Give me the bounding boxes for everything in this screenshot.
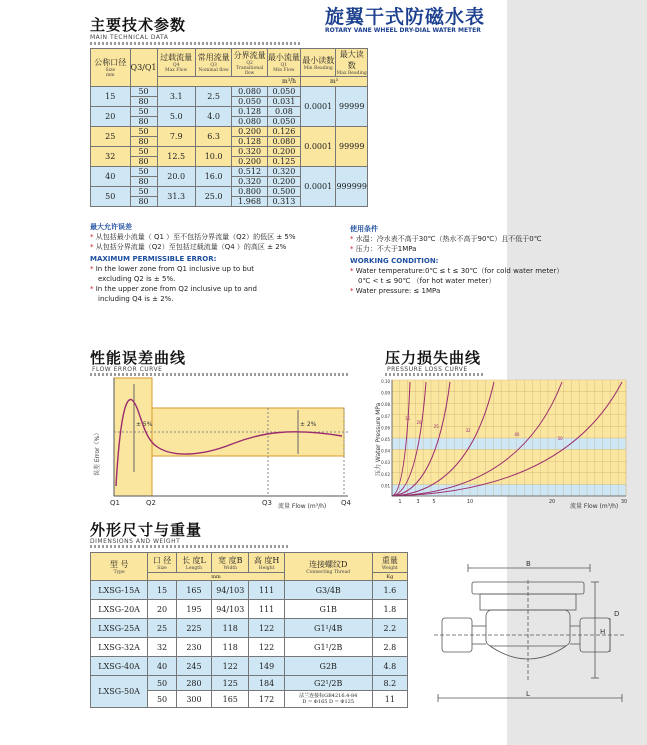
table-row bbox=[91, 127, 368, 137]
dim-type-cell: LXSG-32A bbox=[91, 638, 148, 657]
dims-table bbox=[90, 552, 408, 708]
pressure-xlabel: 流量 Flow (m³/h) bbox=[570, 503, 619, 510]
dim-b-cell: 118 bbox=[212, 638, 249, 657]
pressure-loss-chart bbox=[374, 376, 636, 512]
pressure-x-tick: 3 bbox=[416, 499, 420, 505]
ratio-cell: 80 bbox=[130, 117, 157, 127]
table-row bbox=[91, 581, 408, 600]
table-row bbox=[91, 167, 368, 177]
dim-h-label: H bbox=[600, 628, 606, 636]
h-q4: 过载流量 Q4 Max Flow bbox=[157, 49, 195, 77]
q4-cell: 31.3 bbox=[157, 187, 195, 207]
min-reading-cell: 0.0001 bbox=[300, 167, 335, 207]
cond-en-line2: Water pressure: ≤ 1MPa bbox=[355, 287, 441, 295]
dim-thr-cell: G3/4B bbox=[284, 581, 372, 600]
dim-l-cell: 165 bbox=[176, 581, 211, 600]
dh-size: 口 径 Size bbox=[148, 553, 177, 573]
tick-q1: Q1 bbox=[110, 499, 120, 507]
q2-cell: 0.200 bbox=[232, 127, 267, 137]
pressure-y-tick: 0.01 bbox=[381, 483, 390, 489]
cond-cn-line1: 水温：冷水表不高于30℃（热水不高于90℃）且不低于0℃ bbox=[355, 235, 542, 243]
dim-type-cell: LXSG-40A bbox=[91, 657, 148, 676]
dim-dn-cell: 20 bbox=[148, 600, 177, 619]
q2-cell: 0.128 bbox=[232, 107, 267, 117]
pressure-y-tick: 0.05 bbox=[381, 437, 390, 442]
dim-dn-cell: 40 bbox=[148, 657, 177, 676]
dims-dotted-rule bbox=[90, 545, 290, 548]
dim-b-50a: 125 bbox=[212, 676, 249, 691]
dim-thr-50a: G2¹/2B bbox=[284, 676, 372, 691]
error-cn-line2: 从包括分界流量（Q2）至包括过载流量（Q4 ）的高区 ± 2% bbox=[95, 243, 287, 251]
condition-block: 使用条件 * 水温：冷水表不高于30℃（热水不高于90℃）且不低于0℃ * 压力：不大于1MPa WORKING CONDITION: * Water temperature:0℃ ≤ t ≤ 30℃（for cold water meter） 0℃ < t ≤ 90℃ （for hot water meter） * Water pressure: ≤ 1MPa bbox=[350, 224, 600, 296]
pressure-y-tick: 0.07 bbox=[381, 413, 390, 419]
pressure-curve-label: 15 bbox=[404, 416, 411, 421]
dh-unit-kg: Kg bbox=[372, 573, 407, 581]
q2-cell: 0.320 bbox=[232, 147, 267, 157]
q3-cell: 16.0 bbox=[195, 167, 232, 187]
q1-cell: 0.08 bbox=[267, 107, 300, 117]
q1-cell: 0.313 bbox=[267, 197, 300, 207]
max-reading-cell: 99999 bbox=[336, 87, 368, 127]
dim-thr-cell: G1¹/4B bbox=[284, 619, 372, 638]
dim-h-cell: 111 bbox=[249, 581, 284, 600]
pressure-x-tick: 1 bbox=[398, 499, 402, 505]
dim-b-cell: 118 bbox=[212, 619, 249, 638]
dim-b-cell: 94/103 bbox=[212, 581, 249, 600]
error-cn-title: 最大允许误差 bbox=[90, 223, 132, 231]
pressure-y-tick: 0.06 bbox=[381, 425, 390, 431]
product-subtitle: ROTARY VANE WHEEL DRY-DIAL WATER METER bbox=[325, 27, 481, 34]
size-cell: 50 bbox=[91, 187, 131, 207]
h-ratio: Q3/Q1 bbox=[130, 49, 157, 87]
q1-cell: 0.080 bbox=[267, 137, 300, 147]
cond-cn-line2: 压力：不大于1MPa bbox=[355, 245, 417, 253]
dim-w-50b: 11 bbox=[372, 691, 407, 708]
dim-l-cell: 195 bbox=[176, 600, 211, 619]
h-q2: 分界流量 Q2 Transitional flow bbox=[233, 50, 266, 76]
q1-cell: 0.200 bbox=[267, 177, 300, 187]
dim-w-cell: 2.8 bbox=[372, 638, 407, 657]
size-cell: 20 bbox=[91, 107, 131, 127]
dim-type-cell: LXSG-15A bbox=[91, 581, 148, 600]
dim-h-cell: 111 bbox=[249, 600, 284, 619]
dh-weight: 重量 Weight bbox=[372, 553, 407, 573]
dim-b-cell: 94/103 bbox=[212, 600, 249, 619]
dim-h-50b: 172 bbox=[249, 691, 284, 708]
dh-thread: 连接螺纹D Connecting Thread bbox=[284, 553, 372, 581]
dim-b-cell: 122 bbox=[212, 657, 249, 676]
pressure-y-tick: 0.03 bbox=[381, 460, 390, 466]
table-row bbox=[91, 600, 408, 619]
pressure-curve-label: 50 bbox=[557, 436, 563, 441]
cond-en-line1: Water temperature:0℃ ≤ t ≤ 30℃（for cold water meter） bbox=[355, 267, 564, 275]
dim-w-cell: 1.6 bbox=[372, 581, 407, 600]
error-en-line2a: In the upper zone from Q2 inclusive up to and bbox=[95, 285, 257, 293]
q2-cell: 0.512 bbox=[232, 167, 267, 177]
q4-cell: 12.5 bbox=[157, 147, 195, 167]
q2-cell: 0.800 bbox=[232, 187, 267, 197]
size-cell: 15 bbox=[91, 87, 131, 107]
ratio-cell: 80 bbox=[130, 157, 157, 167]
dim-l-cell: 245 bbox=[176, 657, 211, 676]
h-min-reading: 最小读数 Min Reading bbox=[300, 49, 335, 77]
dim-d-label: D bbox=[614, 610, 620, 618]
dim-h-50a: 184 bbox=[249, 676, 284, 691]
dim-dn-cell: 25 bbox=[148, 619, 177, 638]
pressure-y-tick: 0.09 bbox=[381, 390, 390, 396]
pressure-chart-title: 压力损失曲线 bbox=[385, 349, 482, 367]
pressure-x-tick: 20 bbox=[548, 499, 556, 505]
dim-l-50a: 280 bbox=[176, 676, 211, 691]
q4-cell: 3.1 bbox=[157, 87, 195, 107]
flow-chart-title: 性能误差曲线 bbox=[90, 349, 187, 367]
pressure-ylabel: 压力 Water Pressure MPa bbox=[375, 402, 382, 476]
size-cell: 40 bbox=[91, 167, 131, 187]
pressure-curve-label: 25 bbox=[433, 424, 439, 429]
q4-cell: 20.0 bbox=[157, 167, 195, 187]
dims-subtitle: DIMENSIONS AND WEIGHT bbox=[90, 538, 181, 545]
size-cell: 32 bbox=[91, 147, 131, 167]
dh-unit-mm: mm bbox=[148, 573, 284, 581]
table-row bbox=[91, 657, 408, 676]
dim-b-50b: 165 bbox=[212, 691, 249, 708]
pressure-y-tick: 0.08 bbox=[381, 402, 390, 408]
main-data-subtitle: MAIN TECHNICAL DATA bbox=[90, 34, 169, 41]
unit-flow: m³/h bbox=[157, 77, 300, 87]
pressure-x-tick: 10 bbox=[466, 499, 474, 505]
pressure-x-tick: 5 bbox=[432, 499, 436, 505]
q2-cell: 0.128 bbox=[232, 137, 267, 147]
dim-type-cell: LXSG-25A bbox=[91, 619, 148, 638]
pressure-curve-label: 32 bbox=[465, 428, 471, 433]
dim-dn-cell: 32 bbox=[148, 638, 177, 657]
dim-w-cell: 2.2 bbox=[372, 619, 407, 638]
dim-l-label: L bbox=[526, 690, 530, 698]
flow-chart-subtitle: FLOW ERROR CURVE bbox=[92, 366, 163, 373]
q2-cell: 0.200 bbox=[232, 157, 267, 167]
dim-w-cell: 4.8 bbox=[372, 657, 407, 676]
error-en-title: MAXIMUM PERMISSIBLE ERROR: bbox=[90, 255, 217, 263]
pressure-curve-label: 20 bbox=[416, 420, 422, 425]
flow-ylabel: 误差 Error（%） bbox=[94, 429, 101, 476]
error-en-line1b: excluding Q2 is ± 5%. bbox=[98, 275, 176, 283]
error-en-line2b: including Q4 is ± 2%. bbox=[98, 295, 174, 303]
table-row bbox=[91, 619, 408, 638]
pressure-curve-label: 40 bbox=[514, 432, 520, 437]
dh-length: 长 度L Length bbox=[176, 553, 211, 573]
flow-xlabel: 流量 Flow (m³/h) bbox=[278, 503, 327, 510]
dim-thr-cell: G2B bbox=[284, 657, 372, 676]
h-max-reading: 最大读数 Max Reading bbox=[336, 50, 367, 76]
q1-cell: 0.320 bbox=[267, 167, 300, 177]
ratio-cell: 50 bbox=[130, 187, 157, 197]
ratio-cell: 50 bbox=[130, 87, 157, 97]
pressure-chart-subtitle: PRESSURE LOSS CURVE bbox=[387, 366, 468, 373]
dh-height: 高 度H Height bbox=[249, 553, 284, 573]
dim-type-cell: LXSG-20A bbox=[91, 600, 148, 619]
flow-error-chart bbox=[92, 376, 362, 512]
q1-cell: 0.126 bbox=[267, 127, 300, 137]
tick-q3: Q3 bbox=[262, 499, 272, 507]
dim-type-50: LXSG-50A bbox=[91, 676, 148, 708]
q3-cell: 4.0 bbox=[195, 107, 232, 127]
min-reading-cell: 0.0001 bbox=[300, 87, 335, 127]
q3-cell: 10.0 bbox=[195, 147, 232, 167]
dim-thr-50b: 法兰连接标GB4216.4-84 D = Φ165 D = Φ125 bbox=[284, 691, 372, 708]
tick-q4: Q4 bbox=[341, 499, 351, 507]
q4-cell: 7.9 bbox=[157, 127, 195, 147]
pressure-y-tick: 0.04 bbox=[381, 448, 390, 454]
tick-q2: Q2 bbox=[146, 499, 156, 507]
dim-thr-cell: G1B bbox=[284, 600, 372, 619]
h-q3: 常用流量 Q3 Nominal flow bbox=[195, 49, 232, 77]
q3-cell: 2.5 bbox=[195, 87, 232, 107]
table-row bbox=[91, 676, 408, 691]
dim-l-cell: 230 bbox=[176, 638, 211, 657]
table-row bbox=[91, 638, 408, 657]
table-row bbox=[91, 87, 368, 97]
h-size: 公称口径 Size mm bbox=[91, 49, 131, 87]
q2-cell: 0.320 bbox=[232, 177, 267, 187]
q1-cell: 0.031 bbox=[267, 97, 300, 107]
dim-dn-cell: 15 bbox=[148, 581, 177, 600]
dim-thr-cell: G1¹/2B bbox=[284, 638, 372, 657]
meter-drawing bbox=[430, 560, 630, 710]
error-block: 最大允许误差 * 从包括最小流量（ Q1 ）至不包括分界流量（Q2）的低区 ± 5% * 从包括分界流量（Q2）至包括过载流量（Q4 ）的高区 ± 2% MAXIMUM PERMISSIBLE ERROR: * In the lower zone from Q1 inclusive up to but excluding Q2 is ± 5%. * In the upper zone from Q2 inclusive up to and including Q4 is ± 2%. bbox=[90, 222, 330, 304]
max-reading-cell: 999999 bbox=[336, 167, 368, 207]
dims-title: 外形尺寸与重量 bbox=[90, 521, 203, 539]
ratio-cell: 80 bbox=[130, 137, 157, 147]
dim-h-cell: 122 bbox=[249, 638, 284, 657]
band-high-label: ± 2% bbox=[300, 421, 317, 428]
ratio-cell: 80 bbox=[130, 97, 157, 107]
q4-cell: 5.0 bbox=[157, 107, 195, 127]
ratio-cell: 50 bbox=[130, 127, 157, 137]
spec-table bbox=[90, 48, 368, 207]
q2-cell: 0.080 bbox=[232, 117, 267, 127]
unit-reading: m³ bbox=[300, 77, 367, 87]
dh-width: 宽 度B Width bbox=[212, 553, 249, 573]
q1-cell: 0.125 bbox=[267, 157, 300, 167]
product-title: 旋翼干式防磁水表 bbox=[325, 6, 486, 28]
q1-cell: 0.200 bbox=[267, 147, 300, 157]
pressure-y-tick: 0.02 bbox=[381, 471, 390, 477]
q2-cell: 0.080 bbox=[232, 87, 267, 97]
dim-w-50a: 8.2 bbox=[372, 676, 407, 691]
q1-cell: 0.050 bbox=[267, 87, 300, 97]
q3-cell: 25.0 bbox=[195, 187, 232, 207]
error-en-line1a: In the lower zone from Q1 inclusive up to but bbox=[95, 265, 255, 273]
dh-type: 型 号 Type bbox=[91, 553, 148, 581]
dim-w-cell: 1.8 bbox=[372, 600, 407, 619]
h-q1: 最小流量 Q1 Min Flow bbox=[267, 49, 300, 77]
cond-en-title: WORKING CONDITION: bbox=[350, 257, 439, 265]
pressure-y-tick: 0.10 bbox=[381, 379, 390, 384]
ratio-cell: 80 bbox=[130, 197, 157, 207]
max-reading-cell: 99999 bbox=[336, 127, 368, 167]
error-cn-line1: 从包括最小流量（ Q1 ）至不包括分界流量（Q2）的低区 ± 5% bbox=[95, 233, 296, 241]
cond-en-line1b: 0℃ < t ≤ 90℃ （for hot water meter） bbox=[358, 277, 496, 285]
ratio-cell: 50 bbox=[130, 147, 157, 157]
ratio-cell: 80 bbox=[130, 177, 157, 187]
q3-cell: 6.3 bbox=[195, 127, 232, 147]
dim-l-50b: 300 bbox=[176, 691, 211, 708]
dim-dn-50b: 50 bbox=[148, 691, 177, 708]
q2-cell: 1.968 bbox=[232, 197, 267, 207]
dotted-rule bbox=[90, 42, 300, 45]
dim-h-cell: 149 bbox=[249, 657, 284, 676]
min-reading-cell: 0.0001 bbox=[300, 127, 335, 167]
dim-dn-50a: 50 bbox=[148, 676, 177, 691]
cond-cn-title: 使用条件 bbox=[350, 225, 378, 233]
size-cell: 25 bbox=[91, 127, 131, 147]
band-low-label: ± 5% bbox=[136, 421, 153, 428]
pressure-x-tick: 30 bbox=[620, 499, 628, 505]
dim-b-label: B bbox=[526, 560, 531, 568]
dim-l-cell: 225 bbox=[176, 619, 211, 638]
q2-cell: 0.050 bbox=[232, 97, 267, 107]
main-data-title: 主要技术参数 bbox=[90, 16, 187, 34]
dim-h-cell: 122 bbox=[249, 619, 284, 638]
ratio-cell: 50 bbox=[130, 107, 157, 117]
ratio-cell: 50 bbox=[130, 167, 157, 177]
q1-cell: 0.500 bbox=[267, 187, 300, 197]
q1-cell: 0.050 bbox=[267, 117, 300, 127]
